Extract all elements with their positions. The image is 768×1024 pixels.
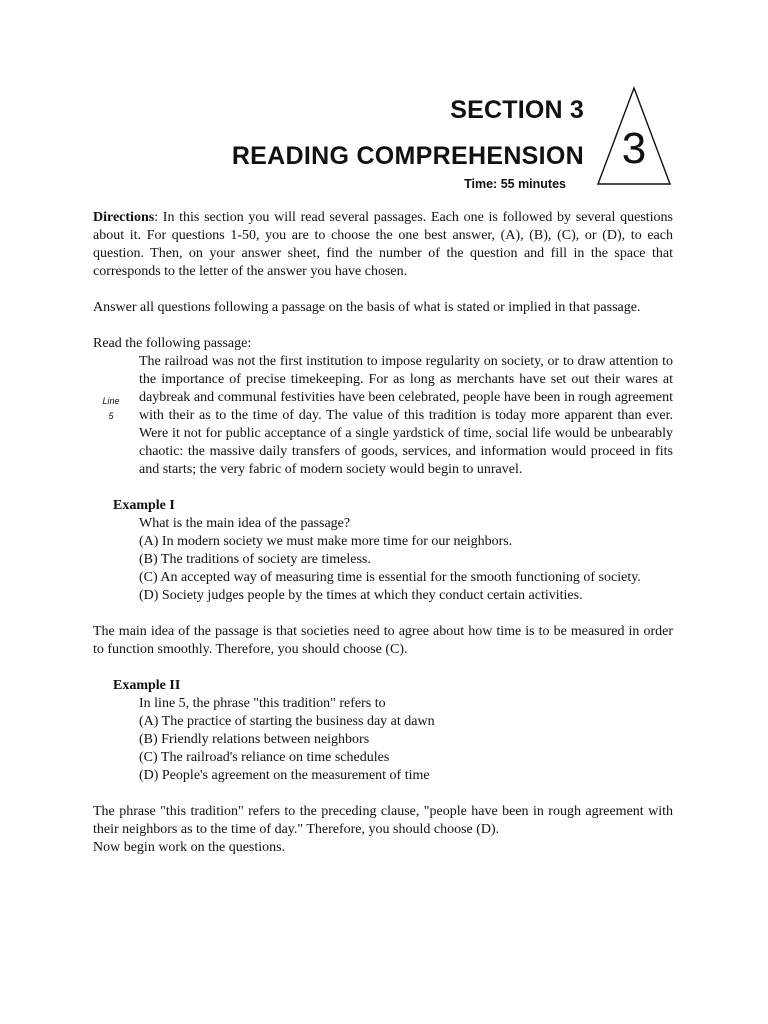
answer-option: (D) Society judges people by the times at which they conduct certain activities.	[139, 588, 583, 603]
directions-label: Directions	[93, 210, 155, 225]
directions-paragraph	[93, 209, 673, 281]
section-heading: SECTION 3	[450, 96, 584, 124]
time-limit-label: Time: 55 minutes	[464, 177, 566, 191]
answer-option: (A) The practice of starting the business day at dawn	[139, 714, 435, 729]
directions-text: : In this section you will read several passages. Each one is followed by several questions about it. For questions 1-50, you are to choose the one best answer, (A), (B), (C), or (D), to each question. Then, on your answer sheet, find the number of the question and fill in the space that corresponds to the letter of the answer you have chosen.	[93, 210, 673, 279]
line-label: Line	[102, 396, 120, 406]
closing-instruction: Now begin work on the questions.	[93, 840, 286, 855]
example-question: What is the main idea of the passage?	[139, 516, 351, 531]
answer-option: (C) The railroad's reliance on time schedules	[139, 750, 390, 765]
page-title: READING COMPREHENSION	[231, 142, 584, 170]
answer-option: (D) People's agreement on the measurement of time	[139, 768, 430, 783]
answer-option: (A) In modern society we must make more time for our neighbors.	[139, 534, 513, 549]
example-one-explanation: The main idea of the passage is that societies need to agree about how time is to be measured in order to function smoothly. Therefore, you should choose (C).	[93, 624, 673, 657]
answer-option: (C) An accepted way of measuring time is essential for the smooth functioning of society.	[139, 570, 641, 585]
page-body	[93, 209, 673, 857]
answer-option: (B) Friendly relations between neighbors	[139, 732, 370, 747]
example-title: Example I	[113, 498, 175, 513]
example-one	[93, 497, 673, 605]
read-prompt: Read the following passage:	[93, 336, 252, 351]
example-body	[139, 515, 673, 605]
section-number-badge: 3	[621, 124, 647, 173]
answer-option: (B) The traditions of society are timeless.	[139, 552, 371, 567]
line-number: 5	[108, 411, 114, 421]
example-two-explanation: The phrase "this tradition" refers to the preceding clause, "people have been in rough agreement with their neighbors as to the time of day." Therefore, you should choose (D).	[93, 804, 673, 837]
example-body	[139, 695, 673, 785]
example-two	[93, 677, 673, 785]
example-question: In line 5, the phrase "this tradition" refers to	[139, 696, 386, 711]
passage-text: The railroad was not the first institution to impose regularity on society, or to draw attention to the importance of precise timekeeping. For as long as merchants have set out their wares at daybreak and communal festivities have been celebrated, people have been in rough agreement with their as to the time of day. The value of this tradition is today more apparent than ever. Were it not for public acceptance of a single yardstick of time, social life would be unbearably chaotic: the massive daily transfers of goods, services, and information would proceed in fits and starts; the very fabric of modern society would begin to unravel.	[139, 354, 673, 477]
example-title: Example II	[113, 678, 181, 693]
passage-block	[93, 353, 673, 479]
instruction-paragraph: Answer all questions following a passage on the basis of what is stated or implied in that passage.	[93, 300, 641, 315]
